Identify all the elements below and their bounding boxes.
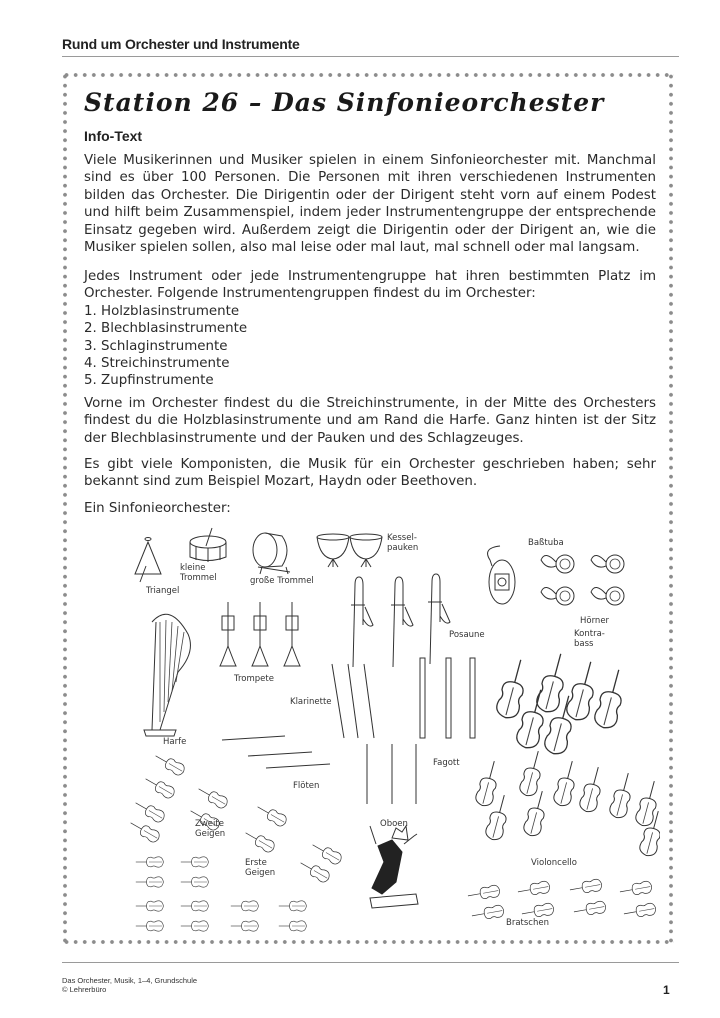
violin-icon: [181, 877, 209, 887]
label-double-bass-1: Kontra-: [574, 629, 605, 639]
double-bass-icon: [494, 657, 531, 721]
groups-intro: Jedes Instrument oder jede Instrumentengruppe hat ihren bestimmten Platz im Orchester. Folgende Instrumentengruppen findest du im Orchester:: [84, 269, 656, 302]
snare-drum-icon: [190, 528, 226, 562]
orchestra-caption: Ein Sinfonieorchester:: [84, 501, 231, 516]
violin-icon: [231, 901, 259, 911]
french-horns-icon: [541, 555, 624, 605]
violin-icon: [243, 828, 277, 855]
label-bass-drum: große Trommel: [250, 576, 314, 586]
bassoons-icon: [420, 658, 475, 738]
triangle-icon: [135, 538, 161, 583]
label-trombone: Posaune: [449, 630, 485, 640]
cellos-icon: [474, 749, 660, 858]
label-small-drum-2: Trommel: [180, 573, 217, 583]
label-bassoon: Fagott: [433, 758, 460, 768]
label-second-violins-1: Zweite: [195, 819, 224, 829]
label-violas: Bratschen: [506, 918, 549, 928]
double-basses-icon: [494, 651, 629, 757]
flutes-icon: [222, 736, 330, 768]
station-title: Station 26 – Das Sinfonieorchester: [84, 88, 605, 117]
viola-icon: [471, 904, 505, 922]
info-text-heading: Info-Text: [84, 128, 143, 144]
viola-icon: [623, 902, 657, 920]
list-item: 1. Holzblasinstrumente: [84, 303, 240, 319]
list-item: 5. Zupfinstrumente: [84, 373, 214, 389]
frame-right-border: [668, 72, 674, 945]
violin-icon: [279, 901, 307, 911]
running-header: Rund um Orchester und Instrumente: [62, 36, 300, 52]
first-violins-icon: [136, 857, 307, 931]
violas-icon: [467, 878, 657, 922]
violin-icon: [310, 840, 344, 867]
label-timpani-2: pauken: [387, 543, 419, 553]
violin-icon: [143, 774, 177, 801]
label-tuba: Baßtuba: [528, 538, 564, 548]
paragraph-composers: Es gibt viele Komponisten, die Musik für ein Orchester geschrieben haben; sehr bekannt sind zum Beispiel Mozart, Haydn oder Beethoven.: [84, 457, 656, 490]
footer-line-2: © Lehrerbüro: [62, 985, 107, 994]
frame-left-border: [62, 72, 68, 945]
clarinets-icon: [332, 664, 374, 738]
list-item: 3. Schlaginstrumente: [84, 338, 228, 354]
footer-source: [62, 976, 197, 994]
viola-icon: [573, 900, 607, 918]
label-clarinet: Klarinette: [290, 697, 332, 707]
violin-icon: [255, 802, 289, 829]
viola-icon: [619, 880, 653, 898]
violin-icon: [181, 921, 209, 931]
double-bass-icon: [592, 667, 629, 731]
trumpets-icon: [220, 602, 300, 666]
harp-icon: [144, 614, 190, 736]
cello-icon: [484, 793, 513, 842]
instrument-group-list: [84, 303, 656, 390]
label-cello: Violoncello: [531, 858, 577, 868]
violin-icon: [153, 751, 187, 778]
frame-top-border: [62, 72, 674, 78]
violin-icon: [136, 921, 164, 931]
label-oboes: Oboen: [380, 819, 408, 829]
page-number: 1: [663, 983, 670, 997]
oboes-icon: [367, 744, 416, 804]
conductor-icon: [370, 826, 418, 908]
paragraph-groups: [84, 268, 656, 390]
label-double-bass-2: bass: [574, 639, 594, 649]
viola-icon: [569, 878, 603, 896]
header-divider: [62, 56, 679, 57]
cello-icon: [608, 771, 637, 820]
label-timpani-1: Kessel-: [387, 533, 417, 543]
list-item: 4. Streichinstrumente: [84, 356, 230, 372]
label-second-violins-2: Geigen: [195, 829, 226, 839]
violin-icon: [196, 784, 230, 811]
label-first-violins-2: Geigen: [245, 868, 276, 878]
cello-icon: [638, 809, 660, 858]
trombones-icon: [351, 574, 450, 667]
cello-icon: [518, 749, 547, 798]
violin-icon: [181, 901, 209, 911]
footer-line-1: Das Orchester, Musik, 1–4, Grundschule: [62, 976, 198, 985]
violin-icon: [136, 857, 164, 867]
second-violins-icon: [130, 751, 344, 885]
orchestra-drawing: [130, 522, 660, 932]
cello-icon: [578, 765, 607, 814]
viola-icon: [517, 880, 551, 898]
label-first-violins-1: Erste: [245, 858, 267, 868]
label-harp: Harfe: [163, 737, 187, 747]
cello-icon: [522, 789, 551, 838]
bass-drum-icon: [253, 533, 290, 574]
violin-icon: [298, 858, 332, 885]
label-horns: Hörner: [580, 616, 610, 626]
violin-icon: [136, 901, 164, 911]
orchestra-illustration: [130, 522, 660, 932]
violin-icon: [133, 798, 167, 825]
frame-bottom-border: [62, 939, 674, 945]
label-small-drum-1: kleine: [180, 563, 206, 573]
label-flutes: Flöten: [293, 781, 320, 791]
cello-icon: [474, 759, 503, 808]
viola-icon: [467, 884, 501, 902]
footer-divider: [62, 962, 679, 963]
label-triangle: Triangel: [146, 586, 180, 596]
paragraph-seating: Vorne im Orchester findest du die Streichinstrumente, in der Mitte des Orchesters findest du die Holzblasinstrumente und am Rand die Harfe. Ganz hinten ist der Sitz der Blechblasinstrumente und der Pauken und des Schlagzeuges.: [84, 396, 656, 446]
violin-icon: [279, 921, 307, 931]
list-item: 2. Blechblasinstrumente: [84, 321, 248, 337]
paragraph-intro: Viele Musikerinnen und Musiker spielen in einem Sinfonieorchester mit. Manchmal sind es über 100 Personen. Die Personen mit ihren verschiedenen Instrumenten bilden das Orchester. Die Dirigentin oder der Dirigent steht vorn auf einem Podest und hilft beim Zusammenspiel, indem jeder Instrumentengruppe der entsprechende Einsatz gegeben wird. Außerdem zeigt die Dirigentin oder der Dirigent an, wie die Musiker spielen sollen, also mal leise oder mal laut, mal schnell oder mal langsam.: [84, 153, 656, 256]
violin-icon: [181, 857, 209, 867]
cello-icon: [552, 759, 581, 808]
violin-icon: [136, 877, 164, 887]
tuba-icon: [488, 546, 515, 604]
timpani-icon: [317, 534, 382, 567]
label-trumpet: Trompete: [234, 674, 274, 684]
violin-icon: [231, 921, 259, 931]
